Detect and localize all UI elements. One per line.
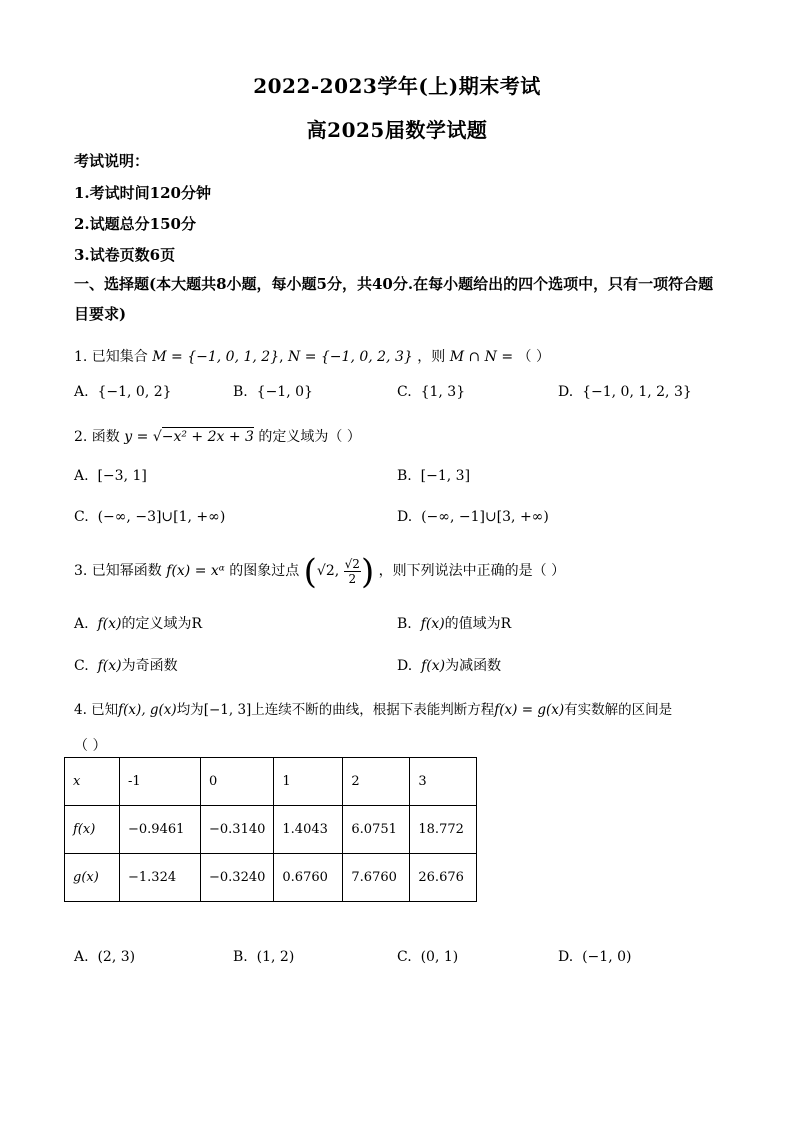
q2-option-b[interactable] (397, 468, 470, 484)
q1-expr: M ∩ N = (449, 349, 514, 365)
option-value: (2, 3) (97, 949, 136, 965)
table-cell: 2 (343, 758, 410, 806)
q2-option-a[interactable] (74, 468, 147, 484)
q3-middle: 的图象过点 (229, 563, 300, 579)
table-cell: −1.324 (120, 854, 201, 902)
q4-mid1: 均为 (176, 702, 204, 718)
table-row (65, 806, 477, 854)
q3-suffix: ，则下列说法中正确的是（ ） (378, 563, 566, 579)
option-label: D. (397, 658, 413, 674)
q4-option-a[interactable] (74, 949, 135, 965)
q3-point-fraction (344, 557, 361, 586)
q2-option-d[interactable] (397, 509, 549, 525)
fraction-numerator: √2 (344, 556, 360, 571)
section-heading: 一、选择题(本大题共8小题，每小题5分，共40分.在每小题给出的四个选项中，只有一项符合题目要求) (74, 275, 714, 323)
option-label: A. (74, 949, 89, 965)
table-cell: 7.6760 (343, 854, 410, 902)
option-func: f(x) (97, 616, 122, 632)
table-row (65, 854, 477, 902)
q1-prefix: 1. 已知集合 (74, 349, 148, 365)
option-value: (−1, 0) (582, 949, 632, 965)
q1-option-d[interactable] (558, 384, 692, 400)
q2-radicand: −x² + 2x + 3 (161, 429, 254, 445)
table-cell: 18.772 (410, 806, 477, 854)
option-value: (−∞, −1]∪[3, +∞) (421, 509, 549, 525)
table-cell: 1.4043 (274, 806, 343, 854)
exam-subtitle: 高2025届数学试题 (306, 118, 488, 142)
table-cell: x (65, 758, 120, 806)
option-value: (−∞, −3]∪[1, +∞) (97, 509, 226, 525)
table-cell: 6.0751 (343, 806, 410, 854)
option-value: (0, 1) (420, 949, 459, 965)
q4-blank: （ ） (74, 738, 107, 754)
option-label: C. (74, 658, 89, 674)
option-func: f(x) (97, 658, 122, 674)
table-cell: -1 (120, 758, 201, 806)
option-label: D. (558, 949, 574, 965)
q1-option-a[interactable] (74, 384, 172, 400)
exam-title: 2022-2023学年(上)期末考试 (253, 74, 541, 98)
q3-func: f(x) = xᵅ (166, 563, 225, 579)
q1-suffix: ，则 (417, 349, 446, 365)
option-text: 的定义域为R (121, 616, 203, 632)
table-cell: f(x) (65, 806, 120, 854)
option-value: {−1, 0, 2} (97, 384, 172, 400)
q4-equation: f(x) = g(x) (494, 702, 565, 718)
q4-option-c[interactable] (397, 949, 458, 965)
q4-data-table (64, 757, 477, 902)
q4-interval: [−1, 3] (203, 702, 252, 718)
q4-funcs: f(x), g(x) (118, 702, 177, 718)
option-value: {1, 3} (420, 384, 466, 400)
instructions-heading: 考试说明： (74, 152, 150, 170)
option-label: A. (74, 384, 89, 400)
q4-mid2: 上连续不断的曲线，根据下表能判断方程 (251, 702, 495, 718)
question-2: 2. 函数 y = √−x² + 2x + 3 的定义域为（ ） (74, 429, 361, 445)
q3-option-a[interactable] (74, 613, 202, 633)
question-3: 3. 已知幂函数 f(x) = xᵅ 的图象过点 (√2, $\frac{√2}{2}$ ) ，则下列说法中正确的是（ ） (74, 552, 566, 592)
option-label: B. (397, 616, 412, 632)
q2-suffix: 的定义域为（ ） (258, 429, 361, 445)
q3-prefix: 3. 已知幂函数 (74, 563, 162, 579)
option-value: [−3, 1] (97, 468, 147, 484)
q1-blank: （ ） (517, 349, 550, 365)
q4-prefix: 4. 已知 (74, 702, 119, 718)
q2-func-lhs: y = (124, 429, 149, 445)
instruction-item: 3.试卷页数6页 (74, 246, 176, 264)
q1-option-c[interactable] (397, 384, 465, 400)
option-value: [−1, 3] (420, 468, 471, 484)
option-label: B. (233, 949, 248, 965)
table-cell: 1 (274, 758, 343, 806)
table-cell: 26.676 (410, 854, 477, 902)
instruction-item: 2.试题总分150分 (74, 215, 196, 233)
q3-point-x: √2 (316, 563, 335, 579)
option-func: f(x) (420, 616, 445, 632)
fraction-denominator: 2 (348, 571, 357, 586)
option-label: C. (74, 509, 89, 525)
table-cell: 0.6760 (274, 854, 343, 902)
table-cell: −0.9461 (120, 806, 201, 854)
option-func: f(x) (421, 658, 446, 674)
option-label: B. (233, 384, 248, 400)
instruction-item: 1.考试时间120分钟 (74, 184, 211, 202)
question-1: 1. 已知集合 M = {−1, 0, 1, 2}, N = {−1, 0, 2, 3} ，则 M ∩ N = （ ） (74, 349, 550, 365)
question-4 (74, 698, 724, 718)
table-cell: 0 (201, 758, 274, 806)
table-header-row (65, 758, 477, 806)
option-text: 的值域为R (444, 616, 512, 632)
option-label: A. (74, 468, 89, 484)
q1-option-b[interactable] (233, 384, 313, 400)
table-cell: 3 (410, 758, 477, 806)
table-cell: −0.3240 (201, 854, 274, 902)
q2-prefix: 2. 函数 (74, 429, 120, 445)
option-label: A. (74, 616, 89, 632)
option-label: D. (397, 509, 413, 525)
table-cell: g(x) (65, 854, 120, 902)
q4-option-d[interactable] (558, 949, 631, 965)
q3-option-d[interactable] (397, 655, 501, 675)
option-value: (1, 2) (256, 949, 295, 965)
option-text: 为减函数 (445, 658, 502, 674)
q4-mid3: 有实数解的区间是 (564, 702, 673, 718)
option-label: C. (397, 949, 412, 965)
q4-option-b[interactable] (233, 949, 294, 965)
option-label: B. (397, 468, 412, 484)
option-value: {−1, 0, 1, 2, 3} (582, 384, 692, 400)
table-cell: −0.3140 (201, 806, 274, 854)
q1-set-n: N = {−1, 0, 2, 3} (288, 349, 413, 365)
option-label: C. (397, 384, 412, 400)
q3-option-c[interactable] (74, 655, 178, 675)
option-value: {−1, 0} (256, 384, 313, 400)
option-label: D. (558, 384, 574, 400)
option-text: 为奇函数 (121, 658, 178, 674)
q1-set-m: M = {−1, 0, 1, 2} (152, 349, 280, 365)
q2-option-c[interactable] (74, 509, 225, 525)
q3-option-b[interactable] (397, 613, 511, 633)
